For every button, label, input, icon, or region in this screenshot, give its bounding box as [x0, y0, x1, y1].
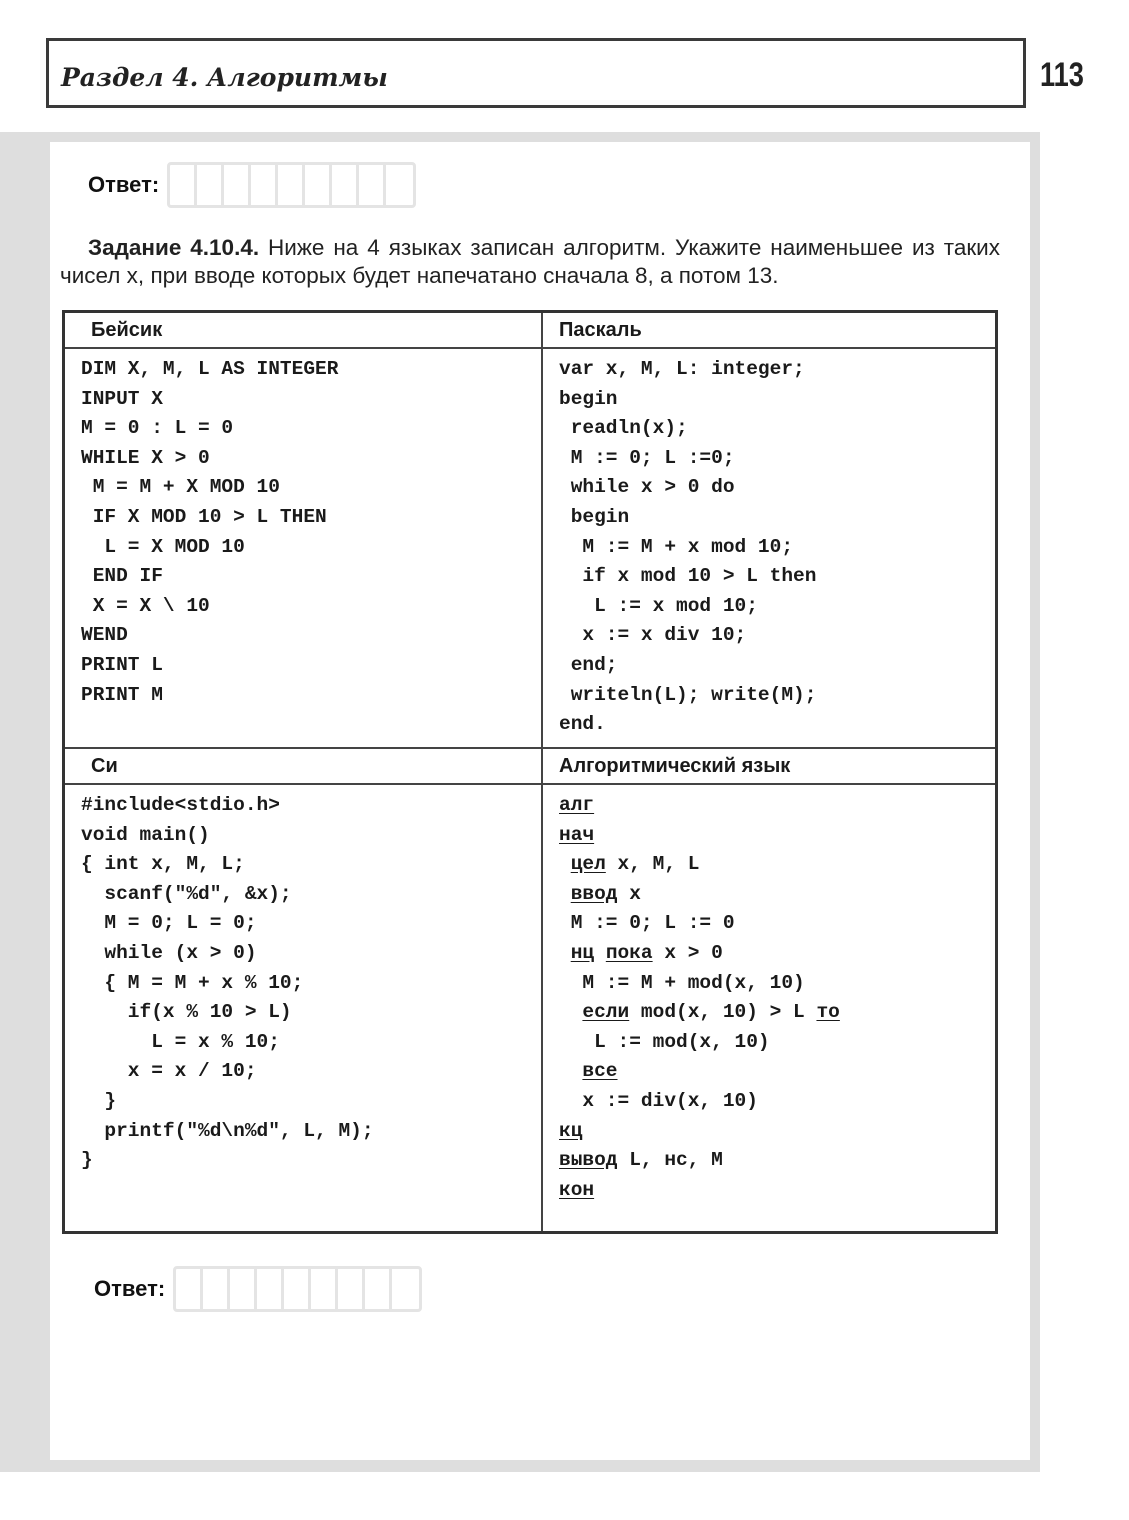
task-statement	[60, 234, 1000, 290]
code-line: if(x % 10 > L)	[81, 1001, 292, 1024]
code-line: }	[81, 1089, 117, 1112]
code-line	[559, 791, 995, 821]
code-line: if x mod 10 > L then	[559, 565, 817, 588]
code-basic	[64, 348, 543, 748]
code-line: END IF	[81, 565, 163, 588]
answer-cell[interactable]	[305, 165, 332, 205]
code-line: while (x > 0)	[81, 941, 257, 964]
header-basic: Бейсик	[64, 312, 543, 349]
header-pascal: Паскаль	[542, 312, 997, 349]
answer-cell[interactable]	[332, 165, 359, 205]
answer-bottom	[94, 1266, 422, 1312]
answer-cell[interactable]	[284, 1269, 311, 1309]
code-line: while x > 0 do	[559, 476, 735, 499]
code-line: WHILE X > 0	[81, 446, 210, 469]
answer-cell[interactable]	[230, 1269, 257, 1309]
code-line: вывод L, нс, M	[559, 1149, 723, 1172]
answer-input-boxes[interactable]	[173, 1266, 422, 1312]
code-line: ввод x	[570, 882, 641, 905]
code-line: X = X \ 10	[81, 594, 210, 617]
code-line	[559, 1176, 995, 1206]
code-line: M := M + mod(x, 10)	[582, 971, 805, 994]
code-line: M = 0 : L = 0	[81, 417, 234, 440]
keyword: кц	[559, 1119, 583, 1142]
code-line: }	[81, 1149, 93, 1172]
answer-cell[interactable]	[257, 1269, 284, 1309]
code-line: L := mod(x, 10)	[594, 1030, 770, 1053]
answer-label: Ответ:	[88, 172, 160, 197]
code-line: L = X MOD 10	[81, 535, 245, 558]
code-pascal	[542, 348, 997, 748]
code-line: end;	[559, 653, 618, 676]
code-line: если mod(x, 10) > L то	[582, 1001, 840, 1024]
code-algo	[542, 784, 997, 1233]
code-line: IF X MOD 10 > L THEN	[81, 505, 327, 528]
header-algo: Алгоритмический язык	[542, 748, 997, 784]
answer-cell[interactable]	[386, 165, 413, 205]
header-c: Си	[64, 748, 543, 784]
answer-cell[interactable]	[392, 1269, 419, 1309]
code-line: DIM X, M, L AS INTEGER	[81, 358, 339, 380]
keyword: цел	[570, 853, 606, 876]
code-line: printf("%d\n%d", L, M);	[81, 1119, 374, 1142]
code-line: PRINT L	[81, 653, 163, 676]
code-line: M = 0; L = 0;	[81, 912, 257, 935]
code-line: var x, M, L: integer;	[559, 358, 805, 380]
code-line: M := 0; L := 0	[570, 912, 735, 935]
keyword: все	[582, 1060, 618, 1083]
answer-cell[interactable]	[197, 165, 224, 205]
code-line: x := div(x, 10)	[582, 1089, 758, 1112]
code-line	[559, 1057, 995, 1087]
code-line: end.	[559, 713, 606, 736]
keyword: вывод	[559, 1149, 618, 1172]
code-line: INPUT X	[81, 387, 163, 410]
answer-top	[88, 162, 416, 208]
answer-cell[interactable]	[278, 165, 305, 205]
answer-cell[interactable]	[311, 1269, 338, 1309]
page-number: 113	[1040, 56, 1084, 94]
answer-cell[interactable]	[176, 1269, 203, 1309]
answer-cell[interactable]	[359, 165, 386, 205]
keyword: нач	[559, 823, 595, 846]
keyword: то	[816, 1001, 840, 1024]
code-line: scanf("%d", &x);	[81, 882, 292, 905]
answer-cell[interactable]	[365, 1269, 392, 1309]
code-line: readln(x);	[559, 417, 688, 440]
code-line: writeln(L); write(M);	[559, 683, 817, 706]
code-line: #include<stdio.h>	[81, 794, 280, 816]
code-line: PRINT M	[81, 683, 163, 706]
code-line: x := x div 10;	[559, 624, 747, 647]
keyword: нц	[570, 941, 595, 964]
keyword: ввод	[570, 882, 618, 905]
algorithm-table	[62, 310, 998, 1234]
answer-label: Ответ:	[94, 1276, 166, 1301]
code-line: цел x, M, L	[570, 853, 700, 876]
section-title: Раздел 4. Алгоритмы	[61, 63, 388, 92]
code-line	[559, 821, 995, 851]
code-line: L = x % 10;	[81, 1030, 280, 1053]
keyword: кон	[559, 1178, 595, 1201]
answer-cell[interactable]	[170, 165, 197, 205]
code-line: { M = M + x % 10;	[81, 971, 304, 994]
code-line: M := M + x mod 10;	[559, 535, 794, 558]
keyword: если	[582, 1001, 630, 1024]
code-line: WEND	[81, 624, 128, 647]
code-line: x = x / 10;	[81, 1060, 257, 1083]
code-line: L := x mod 10;	[559, 594, 758, 617]
code-c	[64, 784, 543, 1233]
task-title: Задание 4.10.4.	[88, 235, 260, 260]
code-line: M = M + X MOD 10	[81, 476, 280, 499]
code-line: begin	[559, 505, 630, 528]
answer-cell[interactable]	[203, 1269, 230, 1309]
answer-cell[interactable]	[338, 1269, 365, 1309]
keyword: пока	[605, 941, 653, 964]
code-line: { int x, M, L;	[81, 853, 245, 876]
code-line: void main()	[81, 823, 210, 846]
code-line: нц пока x > 0	[570, 941, 723, 964]
section-header	[46, 38, 1026, 108]
answer-input-boxes[interactable]	[167, 162, 416, 208]
keyword: алг	[559, 794, 595, 816]
code-line	[559, 1117, 995, 1147]
answer-cell[interactable]	[251, 165, 278, 205]
code-line: M := 0; L :=0;	[559, 446, 735, 469]
code-line: begin	[559, 387, 618, 410]
answer-cell[interactable]	[224, 165, 251, 205]
task-text: Ниже на 4 языках записан алгоритм. Укажите наименьшее из таких чисел x, при вводе которых будет напечатано сначала 8, а потом 13.	[60, 235, 1000, 288]
